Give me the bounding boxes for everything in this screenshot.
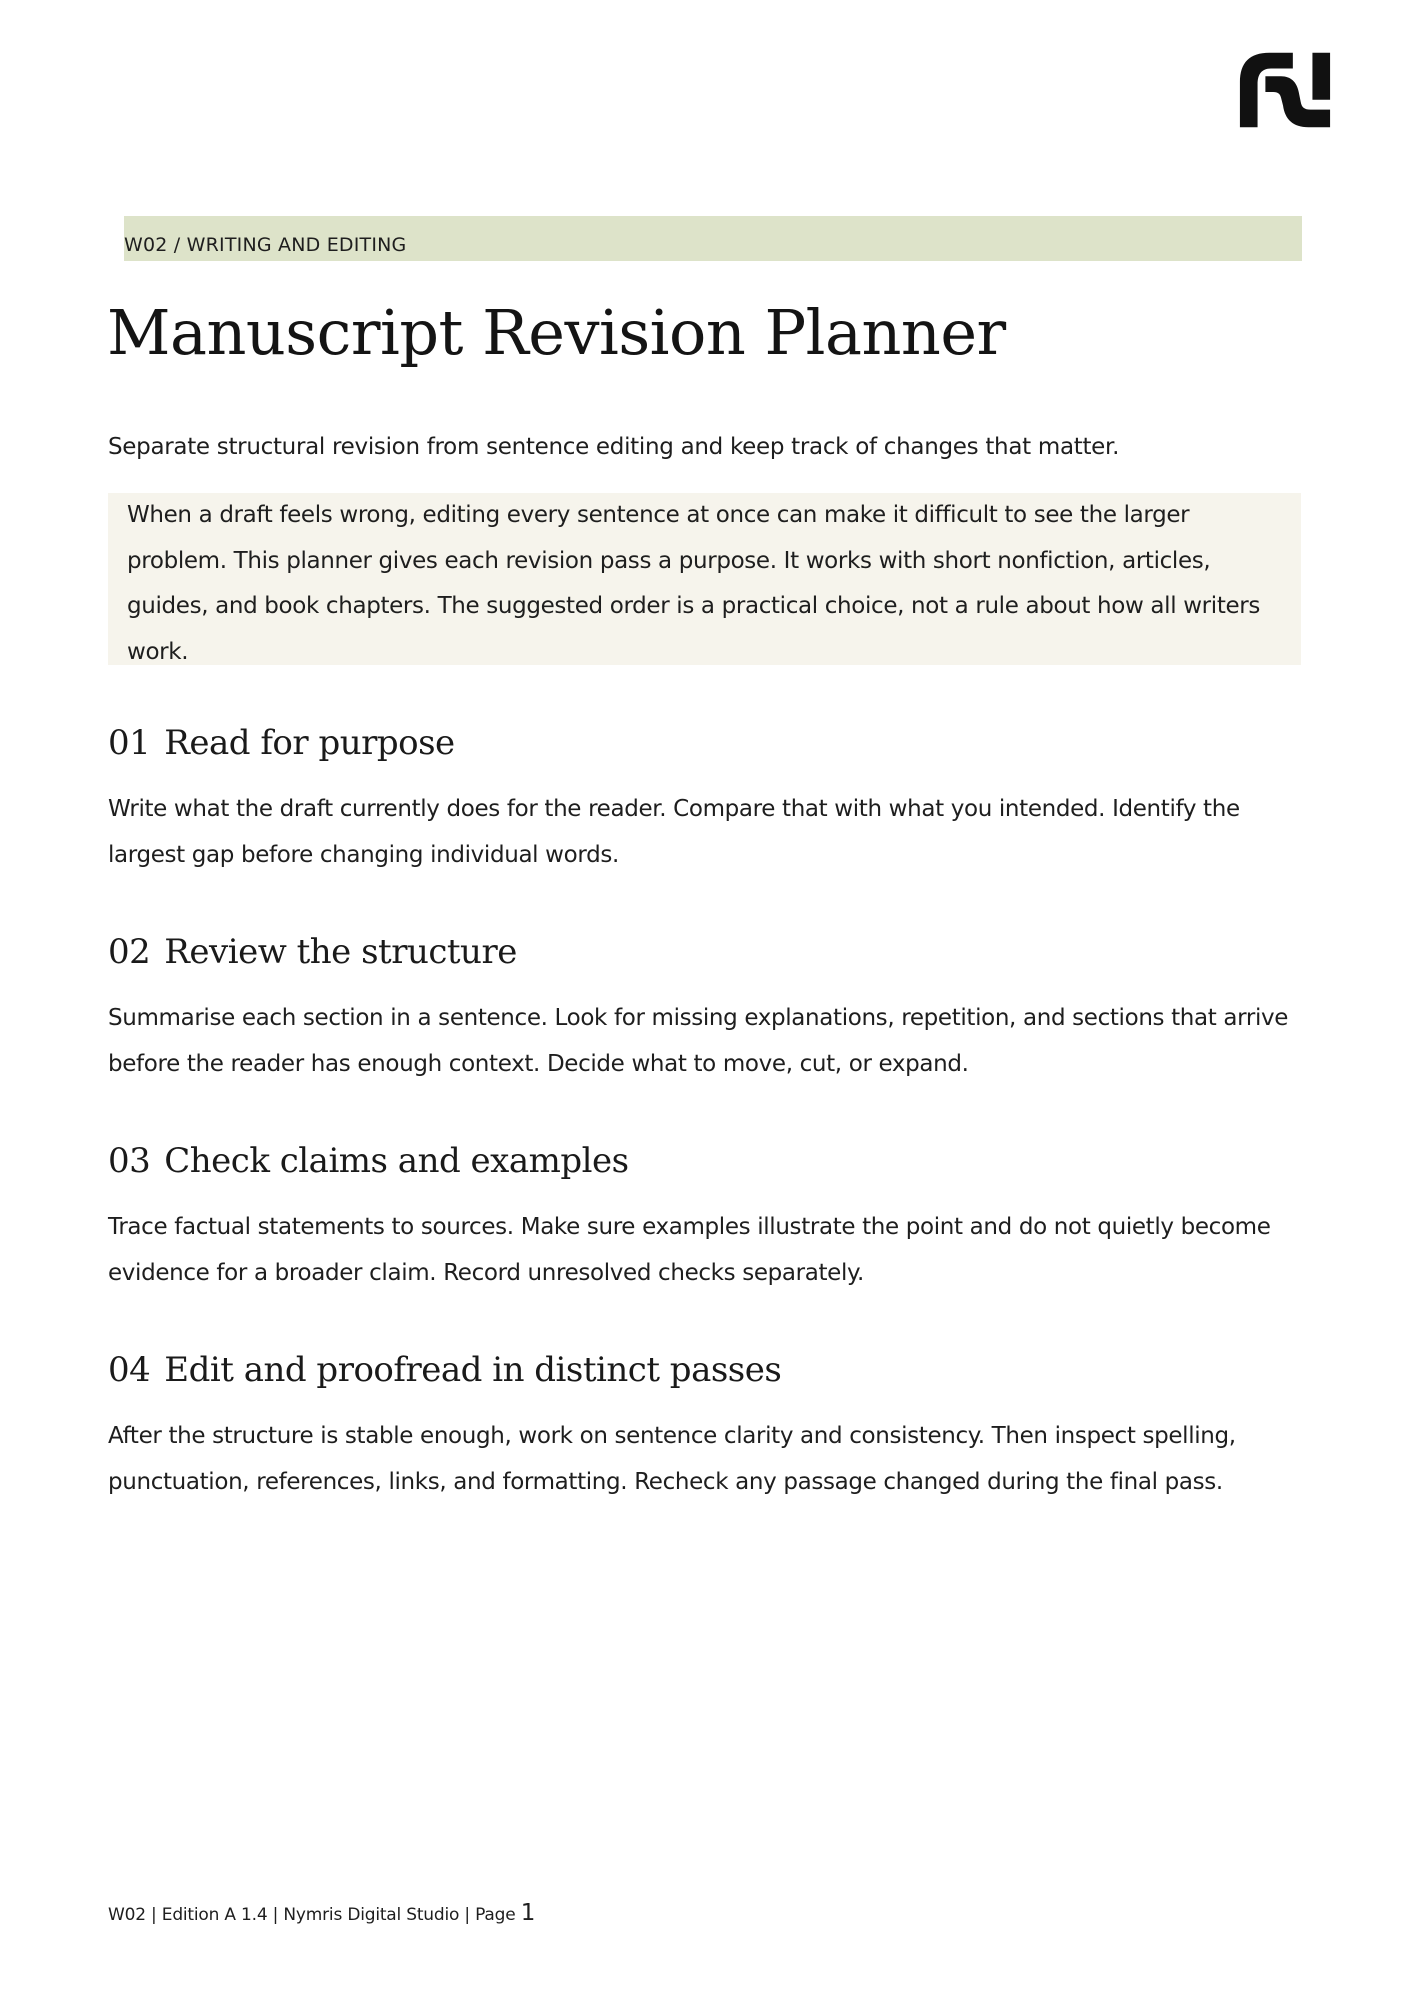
section-eyebrow: W02 / WRITING AND EDITING <box>124 234 407 256</box>
section-heading <box>108 718 1308 768</box>
section-number: 04 <box>108 1350 151 1390</box>
section-read-for-purpose <box>108 718 1308 878</box>
brand-logo-icon <box>1236 50 1334 130</box>
footer-text: W02 | Edition A 1.4 | Nymris Digital Studio | Page <box>108 1905 521 1925</box>
section-edit-and-proofread <box>108 1345 1308 1505</box>
intro-callout-text: When a draft feels wrong, editing every sentence at once can make it difficult to see the larger problem. This planner gives each revision pass a purpose. It works with short nonfiction, articles, guides, and book chapters. The suggested order is a practical choice, not a rule about how all writers work. <box>127 502 1261 665</box>
page-number: 1 <box>520 1900 536 1926</box>
page-subtitle: Separate structural revision from sentence editing and keep track of changes that matter. <box>108 434 1120 460</box>
section-eyebrow-band <box>124 216 1302 261</box>
section-heading-text: Review the structure <box>164 932 517 972</box>
section-heading-text: Check claims and examples <box>164 1141 629 1181</box>
intro-callout <box>108 493 1301 665</box>
section-heading-text: Read for purpose <box>164 723 455 763</box>
section-heading <box>108 927 1308 977</box>
section-body: Summarise each section in a sentence. Look for missing explanations, repetition, and sections that arrive before the reader has enough context. Decide what to move, cut, or expand. <box>108 1005 1289 1077</box>
section-review-the-structure <box>108 927 1308 1087</box>
page-footer <box>108 1898 535 1930</box>
section-number: 03 <box>108 1141 151 1181</box>
section-heading-text: Edit and proofread in distinct passes <box>164 1350 782 1390</box>
section-check-claims <box>108 1136 1308 1296</box>
section-heading <box>108 1345 1308 1395</box>
page-title: Manuscript Revision Planner <box>107 296 1006 369</box>
section-body: Trace factual statements to sources. Make sure examples illustrate the point and do not quietly become evidence for a broader claim. Record unresolved checks separately. <box>108 1214 1271 1286</box>
section-number: 02 <box>108 932 151 972</box>
section-heading <box>108 1136 1308 1186</box>
section-body: After the structure is stable enough, work on sentence clarity and consistency. Then inspect spelling, punctuation, references, links, and formatting. Recheck any passage changed during the final pass. <box>108 1423 1236 1495</box>
section-body: Write what the draft currently does for the reader. Compare that with what you intended. Identify the largest gap before changing individual words. <box>108 796 1240 868</box>
section-number: 01 <box>108 723 151 763</box>
